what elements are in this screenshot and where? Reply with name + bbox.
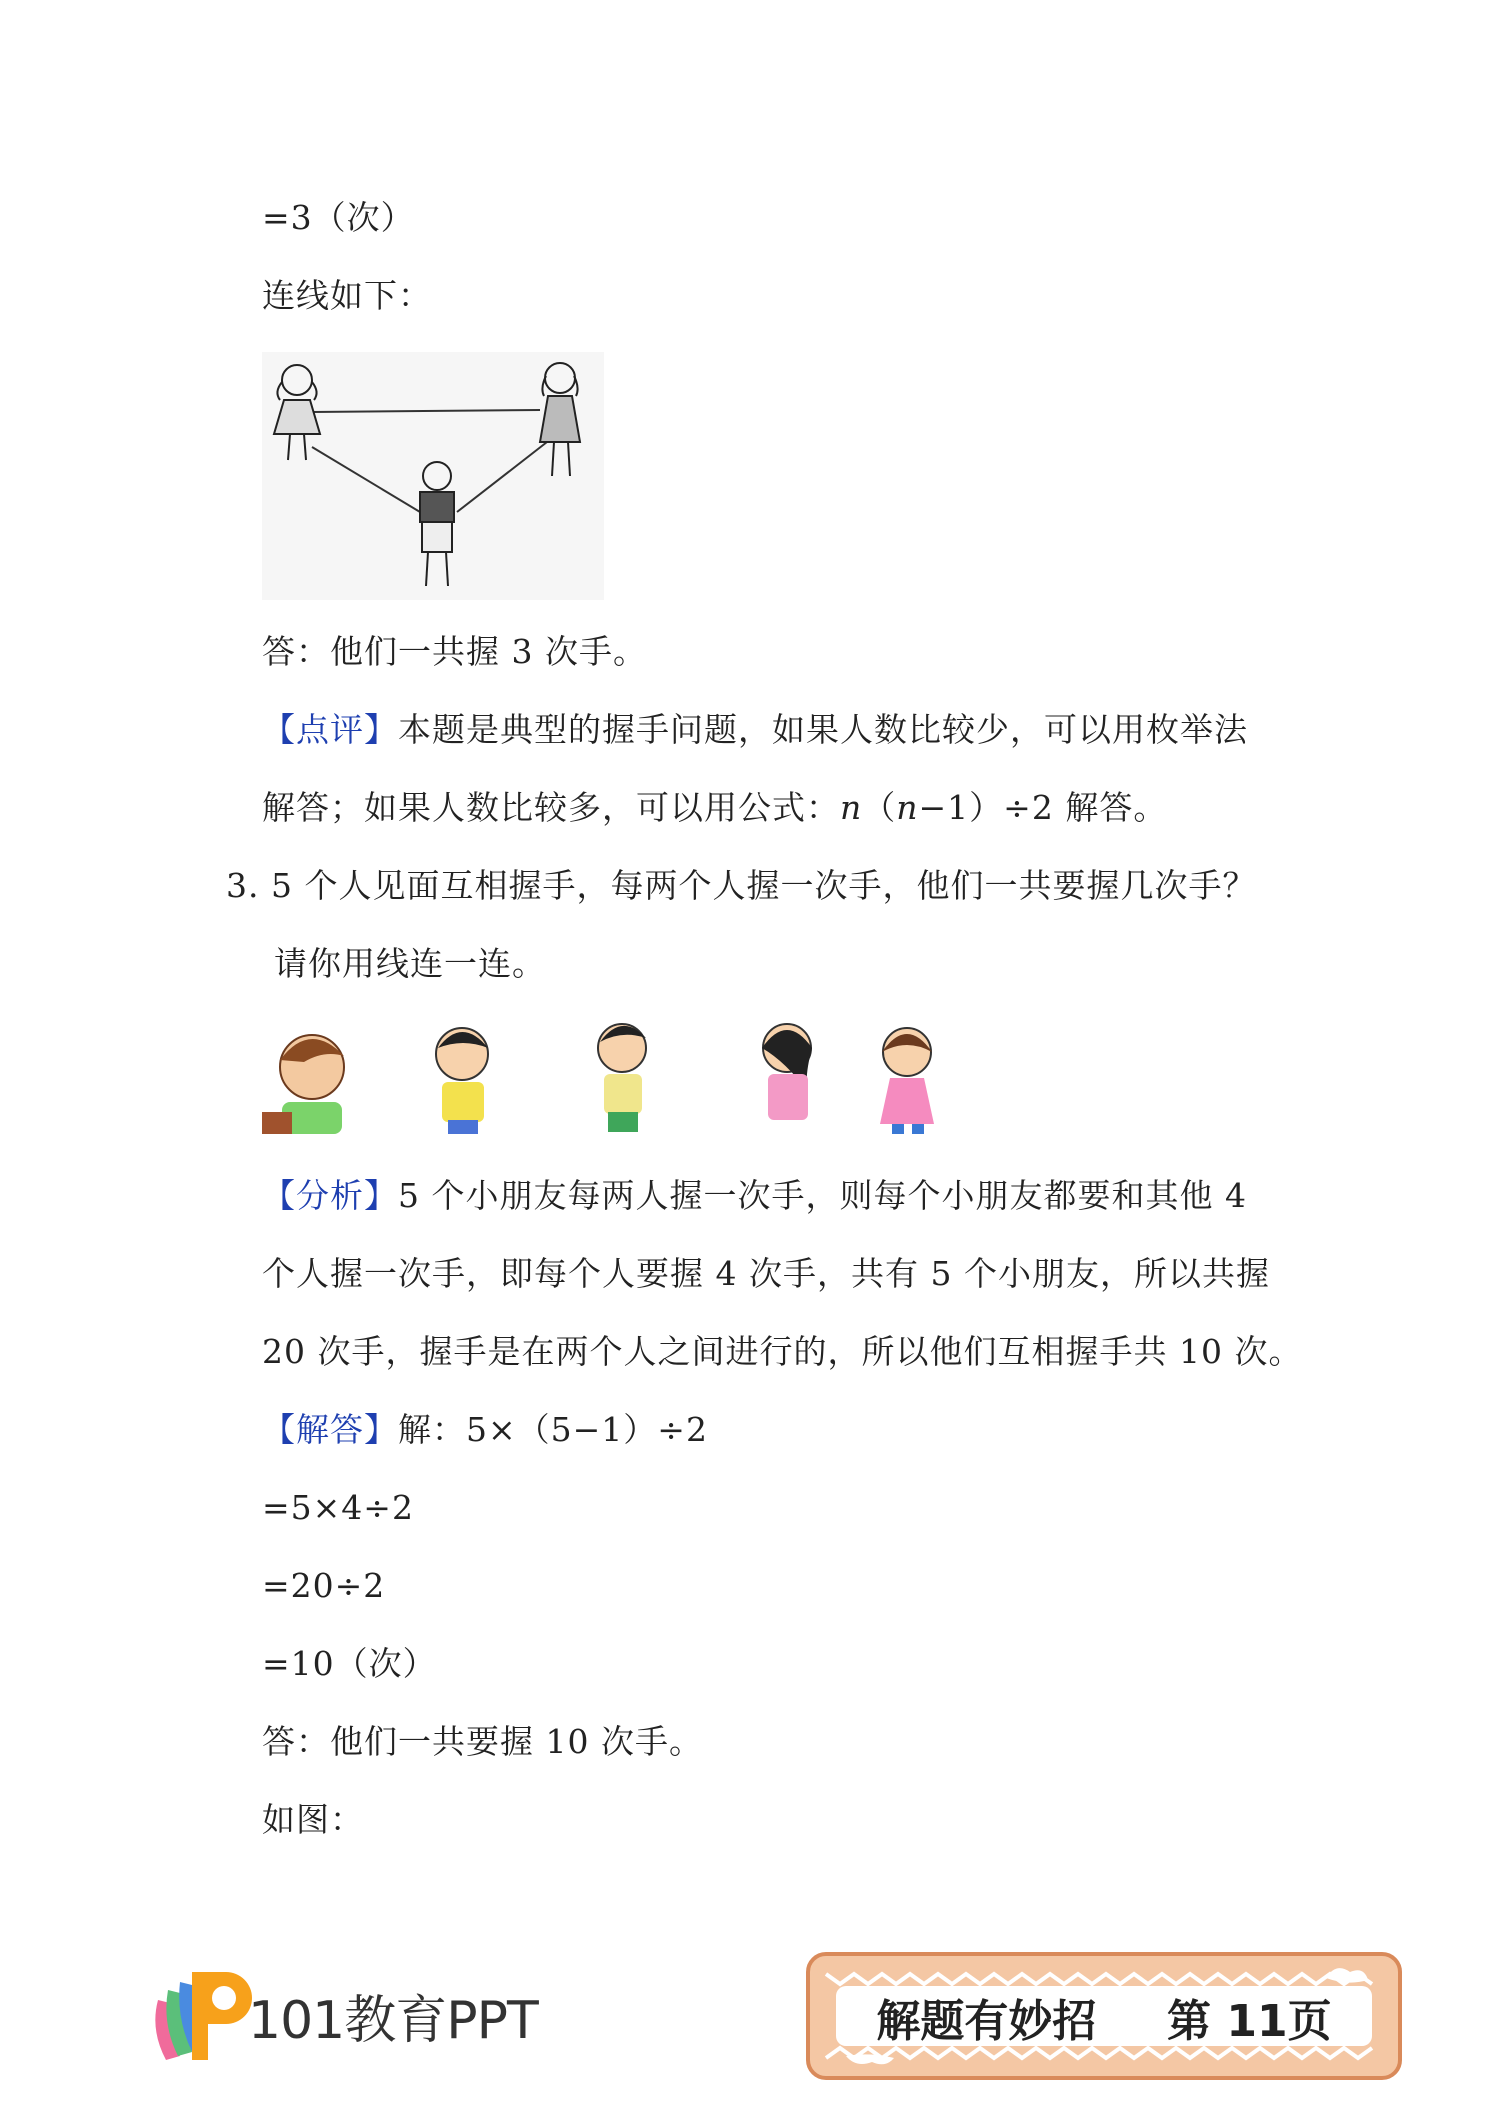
- analysis-text: 5 个小朋友每两人握一次手，则每个小朋友都要和其他 4: [398, 1176, 1247, 1215]
- formula-n-2: n: [896, 788, 919, 827]
- formula-paren: （: [862, 788, 897, 827]
- comment-line-2: [262, 786, 1167, 830]
- comment-text-2a: 解答；如果人数比较多，可以用公式：: [262, 788, 840, 827]
- equation-line: =3（次）: [262, 198, 415, 237]
- banner-title: 解题有妙招: [876, 1996, 1097, 2047]
- analysis-tag: 【分析】: [262, 1176, 398, 1215]
- logo-text: 101教育PPT: [248, 1991, 538, 2051]
- solution-line-3: =20÷2: [262, 1566, 386, 1605]
- analysis-line-2: 个人握一次手，即每个人要握 4 次手，共有 5 个小朋友，所以共握: [262, 1254, 1270, 1293]
- formula-n: n: [840, 788, 863, 827]
- comment-line: [262, 708, 1248, 752]
- handshake-figure-three: [262, 352, 604, 600]
- solution-answer: 答：他们一共要握 10 次手。: [262, 1722, 703, 1761]
- analysis-line-3: 20 次手，握手是在两个人之间进行的，所以他们互相握手共 10 次。: [262, 1332, 1303, 1371]
- solution-line-1: [262, 1408, 708, 1452]
- solution-tag: 【解答】: [262, 1410, 398, 1449]
- formula-rest: −1）÷2 解答。: [918, 788, 1168, 827]
- answer-line: 答：他们一共握 3 次手。: [262, 632, 647, 671]
- five-children-figure: [262, 1012, 992, 1142]
- comment-text: 本题是典型的握手问题，如果人数比较少，可以用枚举法: [398, 710, 1248, 749]
- analysis-line-1: [262, 1174, 1247, 1218]
- question-3-sub: 请你用线连一连。: [274, 944, 546, 983]
- banner-text: [806, 1985, 1402, 2049]
- figure-label: 如图：: [262, 1800, 364, 1839]
- question-3: 3. 5 个人见面互相握手，每两个人握一次手，他们一共要握几次手？: [226, 866, 1257, 905]
- comment-tag: 【点评】: [262, 710, 398, 749]
- page-number: 第 11页: [1167, 1996, 1332, 2047]
- solution-line-4: =10（次）: [262, 1644, 437, 1683]
- connect-label: 连线如下：: [262, 276, 432, 315]
- solution-line-2: =5×4÷2: [262, 1488, 414, 1527]
- solution-text: 解：5×（5−1）÷2: [398, 1410, 708, 1449]
